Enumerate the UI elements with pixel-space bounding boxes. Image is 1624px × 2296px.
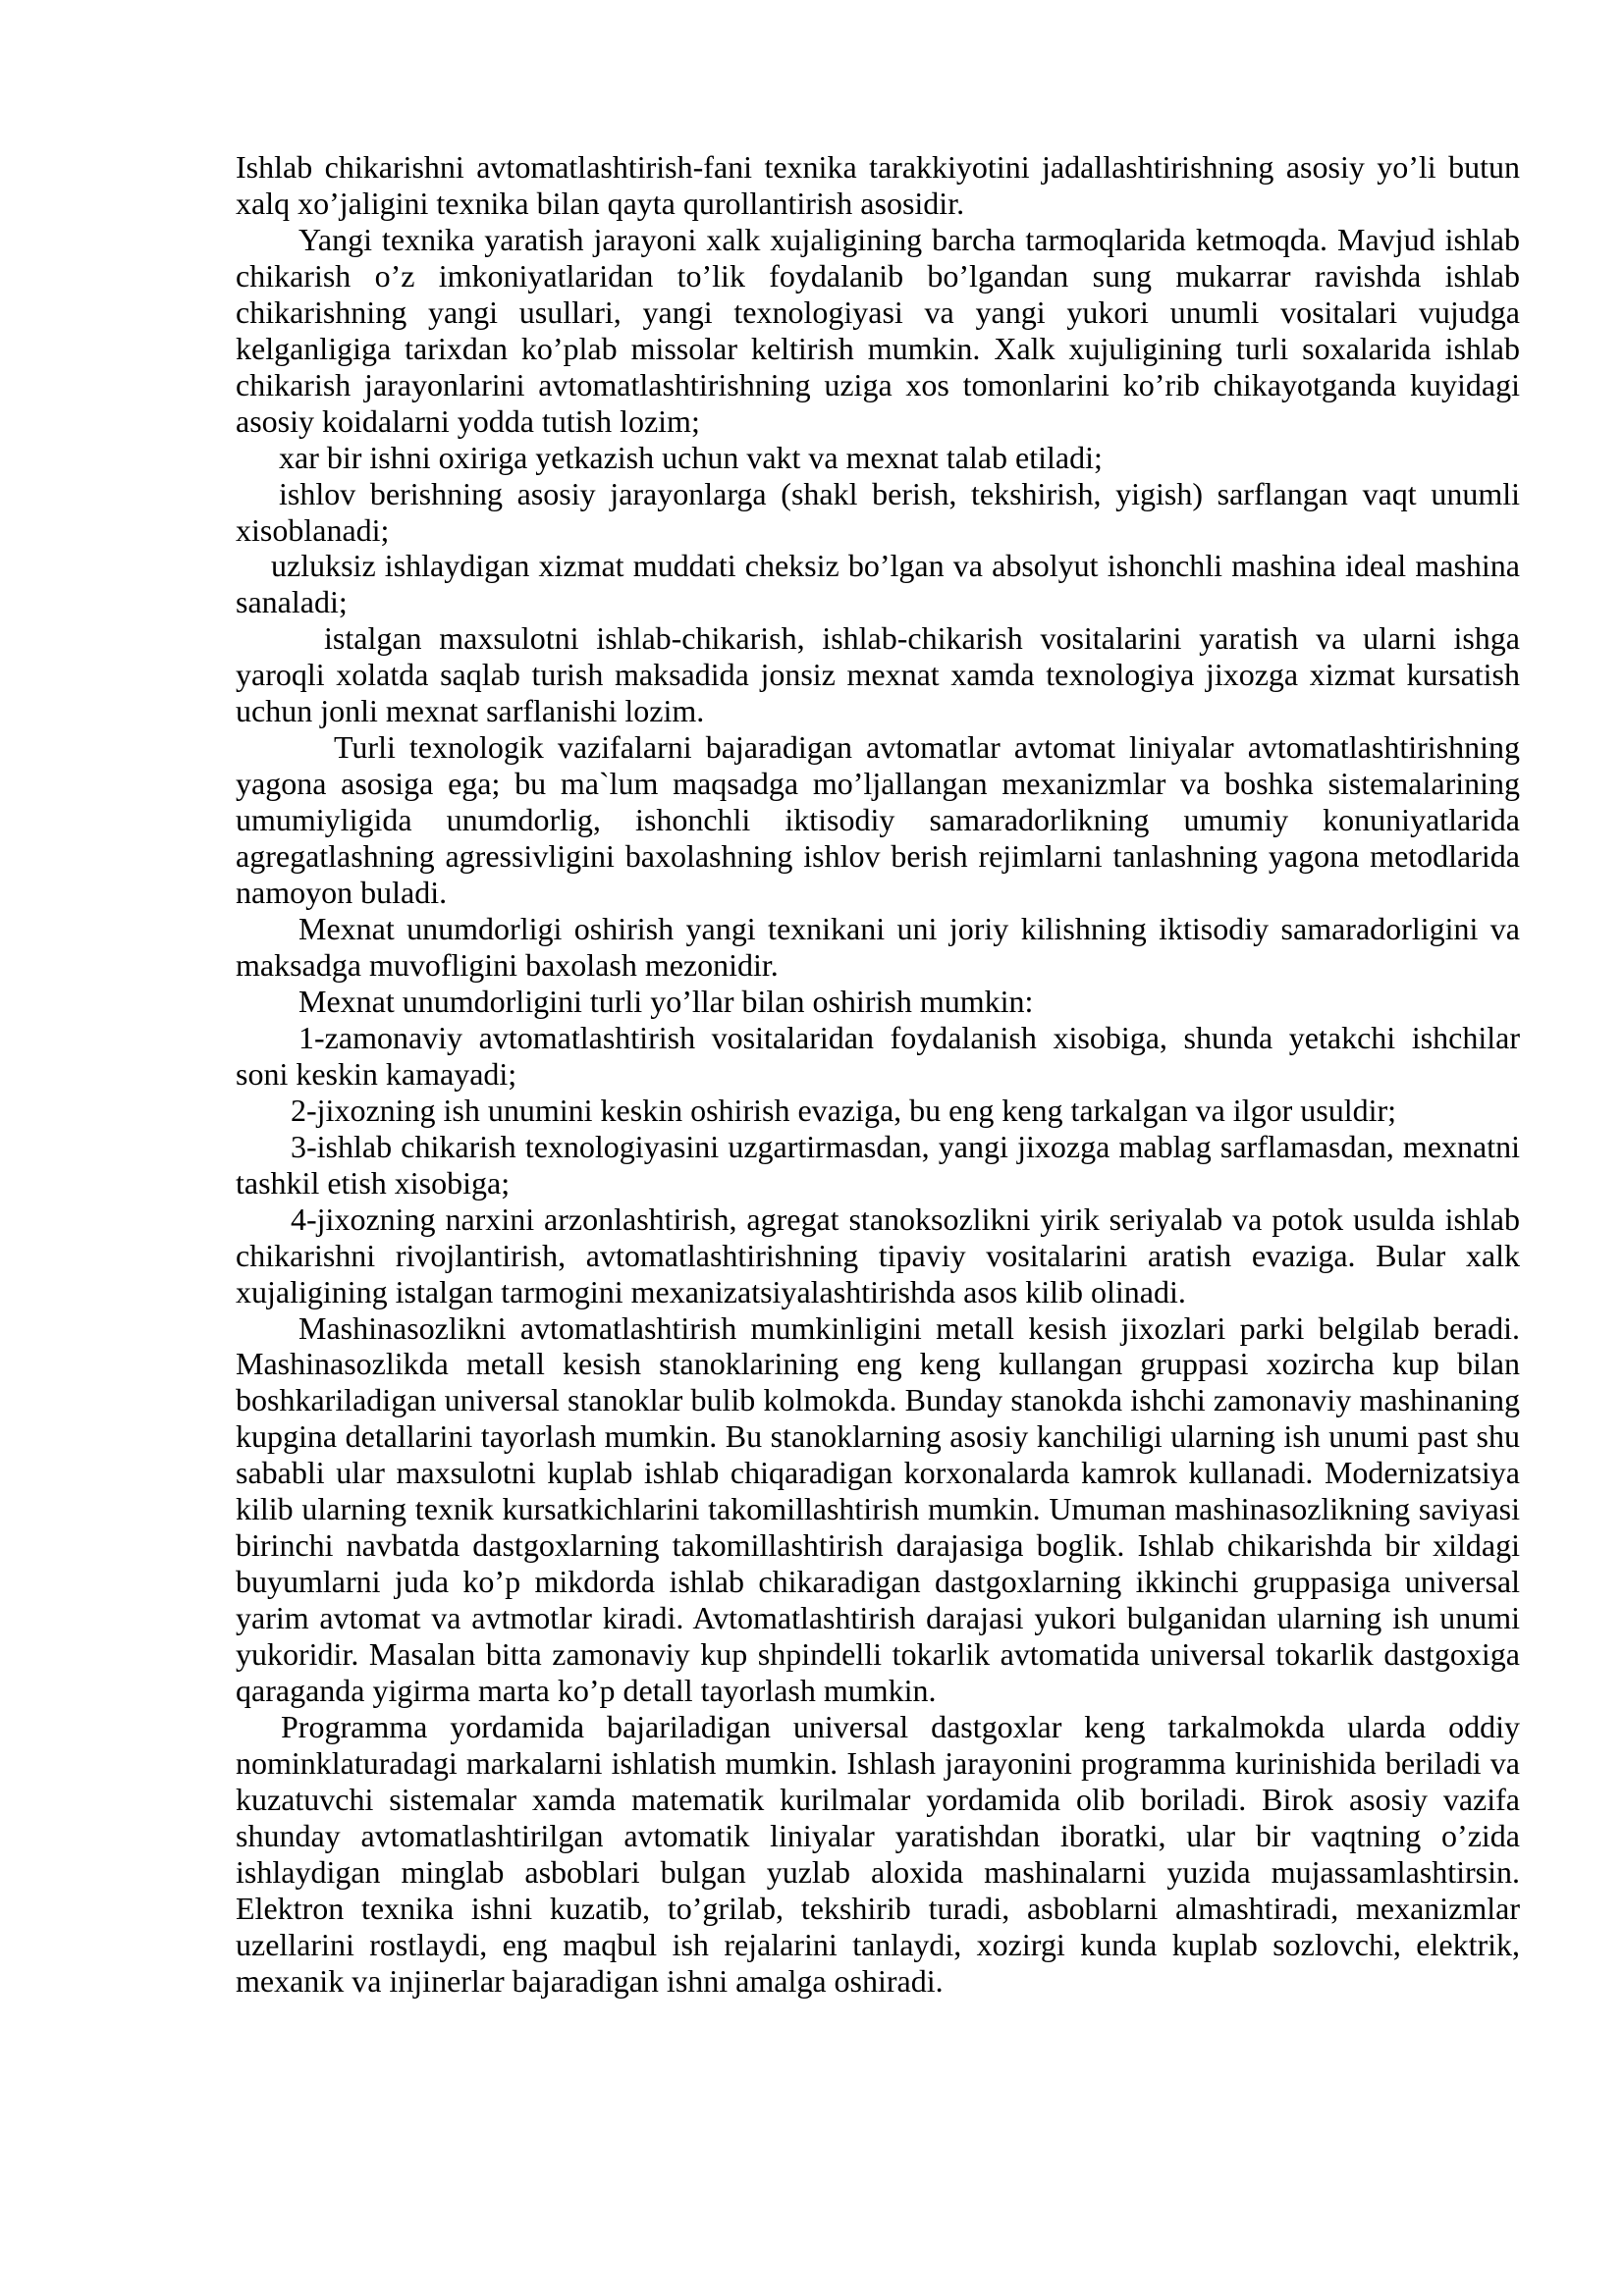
paragraph: istalgan maxsulotni ishlab-chikarish, ishlab-chikarish vositalarini yaratish va ularni ishga yaroqli xolatda saqlab turish maksadida jonsiz mexnat xamda texnologiya jixozga xizmat kursatish uchun jonli mexnat sarflanishi lozim. [236, 620, 1520, 729]
paragraph: uzluksiz ishlaydigan xizmat muddati cheksiz bo’lgan va absolyut ishonchli mashina ideal mashina sanaladi; [236, 548, 1520, 620]
paragraph: ishlov berishning asosiy jarayonlarga (shakl berish, tekshirish, yigish) sarflangan vaqt unumli xisoblanadi; [236, 475, 1520, 548]
paragraph: Yangi texnika yaratish jarayoni xalk xujaligining barcha tarmoqlarida ketmoqda. Mavjud ishlab chikarish o’z imkoniyatlaridan to’lik foydalanib bo’lgandan sung mukarrar ravishda ishlab chikarishning yangi usullari, yangi texnologiyasi va yangi yukori unumli vositalari vujudga kelganligiga tarixdan ko’plab missolar keltirish mumkin. Xalk xujuligining turli soxalarida ishlab chikarish jarayonlarini avtomatlashtirishning uziga xos tomonlarini ko’rib chikayotganda kuyidagi asosiy koidalarni yodda tutish lozim; [236, 221, 1520, 439]
document-page [236, 149, 1520, 2000]
paragraph: xar bir ishni oxiriga yetkazish uchun vakt va mexnat talab etiladi; [279, 439, 1103, 475]
paragraph: 3-ishlab chikarish texnologiyasini uzgartirmasdan, yangi jixozga mablag sarflamasdan, mexnatni tashkil etish xisobiga; [236, 1128, 1520, 1201]
paragraph: 1-zamonaviy avtomatlashtirish vositalaridan foydalanish xisobiga, shunda yetakchi ishchilar soni keskin kamayadi; [236, 1019, 1520, 1092]
paragraph: Programma yordamida bajariladigan universal dastgoxlar keng tarkalmokda ularda oddiy nominklaturadagi markalarni ishlatish mumkin. Ishlash jarayonini programma kurinishida beriladi va kuzatuvchi sistemalar xamda matematik kurilmalar yordamida olib boriladi. Birok asosiy vazifa shunday avtomatlashtirilgan avtomatik liniyalar yaratishdan iboratki, ular bir vaqtning o’zida ishlaydigan minglab asboblari bulgan yuzlab aloxida mashinalarni yuzida mujassamlashtirsin. Elektron texnika ishni kuzatib, to’grilab, tekshirib turadi, asboblarni almashtiradi, mexanizmlar uzellarini rostlaydi, eng maqbul ish rejalarini tanlaydi, xozirgi kunda kuplab sozlovchi, elektrik, mexanik va injinerlar bajaradigan ishni amalga oshiradi. [236, 1708, 1520, 1999]
paragraph: Ishlab chikarishni avtomatlashtirish-fani texnika tarakkiyotini jadallashtirishning asosiy yo’li butun xalq xo’jaligini texnika bilan qayta qurollantirish asosidir. [236, 149, 1520, 221]
paragraph: Mashinasozlikni avtomatlashtirish mumkinligini metall kesish jixozlari parki belgilab beradi. Mashinasozlikda metall kesish stanoklarining eng keng kullangan gruppasi xozircha kup bilan boshkariladigan universal stanoklar bulib kolmokda. Bunday stanokda ishchi zamonaviy mashinaning kupgina detallarini tayorlash mumkin. Bu stanoklarning asosiy kanchiligi ularning ish unumi past shu sababli ular maxsulotni kuplab ishlab chiqaradigan korxonalarda kamrok kullanadi. Modernizatsiya kilib ularning texnik kursatkichlarini takomillashtirish mumkin. Umuman mashinasozlikning saviyasi birinchi navbatda dastgoxlarning takomillashtirish darajasiga boglik. Ishlab chikarishda bir xildagi buyumlarni juda ko’p mikdorda ishlab chikaradigan dastgoxlarning ikkinchi gruppasiga universal yarim avtomat va avtmotlar kiradi. Avtomatlashtirish darajasi yukori bulganidan ularning ish unumi yukoridir. Masalan bitta zamonaviy kup shpindelli tokarlik avtomatida universal tokarlik dastgoxiga qaraganda yigirma marta ko’p detall tayorlash mumkin. [236, 1309, 1520, 1709]
paragraph: 4-jixozning narxini arzonlashtirish, agregat stanoksozlikni yirik seriyalab va potok usulda ishlab chikarishni rivojlantirish, avtomatlashtirishning tipaviy vositalarini aratish evaziga. Bular xalk xujaligining istalgan tarmogini mexanizatsiyalashtirishda asos kilib olinadi. [236, 1201, 1520, 1309]
paragraph: 2-jixozning ish unumini keskin oshirish evaziga, bu eng keng tarkalgan va ilgor usuldir; [291, 1092, 1397, 1128]
paragraph: Mexnat unumdorligini turli yo’llar bilan oshirish mumkin: [298, 983, 1034, 1019]
paragraph: Mexnat unumdorligi oshirish yangi texnikani uni joriy kilishning iktisodiy samaradorligini va maksadga muvofligini baxolash mezonidir. [236, 911, 1520, 983]
paragraph: Turli texnologik vazifalarni bajaradigan avtomatlar avtomat liniyalar avtomatlashtirishning yagona asosiga ega; bu ma`lum maqsadga mo’ljallangan mexanizmlar va boshka sistemalarining umumiyligida unumdorlig, ishonchli iktisodiy samaradorlikning umumiy konuniyatlarida agregatlashning agressivligini baxolashning ishlov berish rejimlarni tanlashning yagona metodlarida namoyon buladi. [236, 729, 1520, 911]
